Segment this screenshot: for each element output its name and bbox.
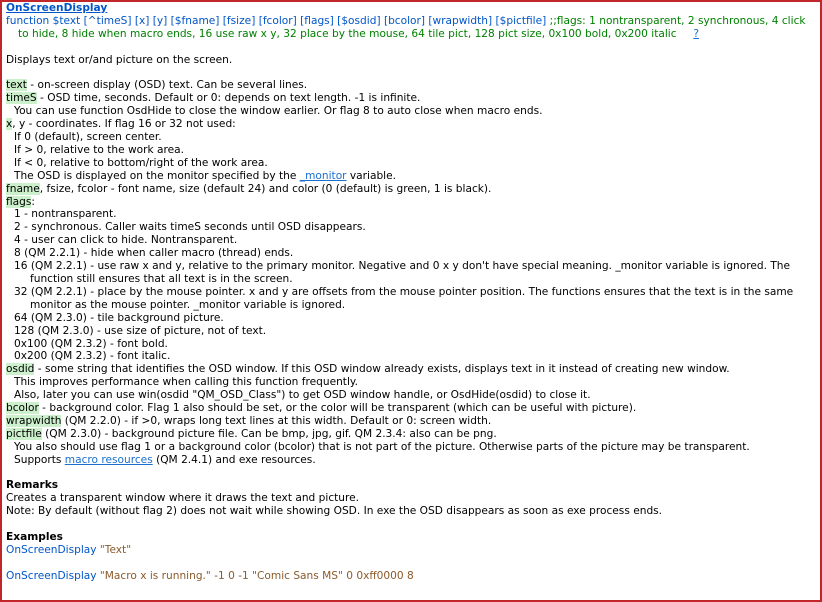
param-desc-pictfile: (QM 2.3.0) - background picture file. Can be bmp, jpg, gif. QM 2.3.4: also can be png. — [41, 427, 497, 440]
help-content — [6, 2, 814, 583]
signature-params: $text [^timeS] [x] [y] [$fname] [fsize] [fcolor] [flags] [$osdid] [bcolor] [wrapwidth] [$pictfile] — [52, 14, 547, 27]
param-bcolor — [6, 402, 814, 415]
xy-monitor-note — [6, 170, 814, 183]
signature-keyword: function — [6, 14, 50, 27]
param-name-osdid: osdid — [6, 363, 35, 376]
param-name-pictfile: pictfile — [6, 427, 42, 440]
param-name-text: text — [6, 79, 27, 92]
flag-item: 0x200 (QM 2.3.2) - font italic. — [14, 350, 171, 363]
function-signature — [6, 15, 814, 41]
param-desc-xy: , y - coordinates. If flag 16 or 32 not used: — [12, 118, 236, 131]
remarks-line: Note: By default (without flag 2) does not wait while showing OSD. In exe the OSD disappears as soon as exe process ends. — [6, 505, 663, 518]
osdid-note: Also, later you can use win(osdid "QM_OSD_Class") to get OSD window handle, or OsdHide(osdid) to close it. — [14, 389, 591, 402]
example-function: OnScreenDisplay — [6, 569, 97, 582]
monitor-link[interactable]: _monitor — [299, 169, 347, 182]
flag-item: 4 - user can click to hide. Nontransparent. — [14, 234, 238, 247]
support-post: (QM 2.4.1) and exe resources. — [152, 453, 316, 466]
param-text — [6, 79, 814, 92]
flag-item: 8 (QM 2.2.1) - hide when caller macro (thread) ends. — [14, 247, 294, 260]
example-args: "Macro x is running." -1 0 -1 "Comic Sans MS" 0 0xff0000 8 — [96, 569, 414, 582]
function-title[interactable] — [6, 2, 814, 15]
pictfile-note: You also should use flag 1 or a background color (bcolor) that is not part of the picture. Otherwise parts of the picture may be transparent. — [14, 440, 750, 453]
flag-item: 64 (QM 2.3.0) - tile background picture. — [14, 311, 224, 324]
xy-line: If < 0, relative to bottom/right of the work area. — [14, 156, 268, 169]
param-wrapwidth — [6, 415, 814, 428]
xy-line: If 0 (default), screen center. — [14, 131, 162, 144]
example-function: OnScreenDisplay — [6, 544, 97, 556]
example-code — [6, 570, 814, 583]
flag-item: 16 (QM 2.2.1) - use raw x and y, relative to the primary monitor. Negative and 0 x y don't have special meaning. _monitor variable is ignored. The function still ensures that all text is in the screen. — [14, 260, 791, 285]
param-name-bcolor: bcolor — [6, 402, 39, 415]
param-desc-bcolor: - background color. Flag 1 also should be set, or the color will be transparent (which can be useful with picture). — [38, 402, 637, 415]
param-desc-times: - OSD time, seconds. Default or 0: depends on text length. -1 is infinite. — [36, 92, 421, 105]
param-xy — [6, 118, 814, 131]
param-osdid — [6, 363, 814, 376]
remarks-line: Creates a transparent window where it draws the text and picture. — [6, 492, 360, 505]
flag-item: 0x100 (QM 2.3.2) - font bold. — [14, 337, 168, 350]
param-flags — [6, 196, 814, 209]
param-name-flags: flags — [6, 195, 32, 208]
param-name-times: timeS — [6, 92, 37, 105]
remarks-heading: Remarks — [6, 479, 59, 492]
example-args: "Text" — [96, 544, 132, 556]
support-pre: Supports — [14, 453, 65, 466]
flag-item: 128 (QM 2.3.0) - use size of picture, not of text. — [14, 324, 267, 337]
signature-comment: ;;flags: 1 nontransparent, 2 synchronous, 4 click to hide, 8 hide when macro ends, 16 use raw x y, 32 place by the mouse, 64 tile pict, 128 pict size, 0x100 bold, 0x200 italic — [18, 14, 806, 40]
osdid-note: This improves performance when calling this function frequently. — [14, 376, 359, 389]
description: Displays text or/and picture on the screen. — [6, 53, 233, 66]
xy-line: If > 0, relative to the work area. — [14, 143, 185, 156]
examples-heading: Examples — [6, 531, 63, 544]
monitor-post: variable. — [346, 169, 397, 182]
param-desc-osdid: - some string that identifies the OSD window. If this OSD window already exists, displays text in it instead of creating new window. — [34, 363, 730, 376]
flag-item: 1 - nontransparent. — [14, 208, 117, 221]
param-times-note: You can use function OsdHide to close the window earlier. Or flag 8 to auto close when macro ends. — [14, 105, 543, 118]
flag-item: 32 (QM 2.2.1) - place by the mouse pointer. x and y are offsets from the mouse pointer position. The functions ensures that the text is in the same monitor as the mouse pointer. _monitor variable is ignored. — [14, 285, 794, 311]
param-times — [6, 92, 814, 105]
function-title-link[interactable]: OnScreenDisplay — [6, 2, 108, 14]
flag-item: 2 - synchronous. Caller waits timeS seconds until OSD disappears. — [14, 221, 366, 234]
param-fname — [6, 183, 814, 196]
param-name-fname: fname — [6, 182, 40, 195]
param-name-wrapwidth: wrapwidth — [6, 414, 62, 427]
param-pictfile — [6, 428, 814, 441]
macro-resources-link[interactable]: macro resources — [64, 453, 153, 466]
example-code — [6, 544, 814, 557]
param-desc-fname: , fsize, fcolor - font name, size (default 24) and color (0 (default) is green, 1 is black). — [39, 182, 492, 195]
help-link[interactable]: ? — [693, 27, 700, 40]
param-desc-wrapwidth: (QM 2.2.0) - if >0, wraps long text lines at this width. Default or 0: screen width. — [61, 414, 492, 427]
param-desc-text: - on-screen display (OSD) text. Can be several lines. — [26, 79, 308, 92]
param-desc-flags: : — [31, 195, 35, 208]
monitor-pre: The OSD is displayed on the monitor specified by the — [14, 169, 300, 182]
pictfile-support — [6, 454, 814, 467]
param-name-x: x — [6, 118, 13, 131]
